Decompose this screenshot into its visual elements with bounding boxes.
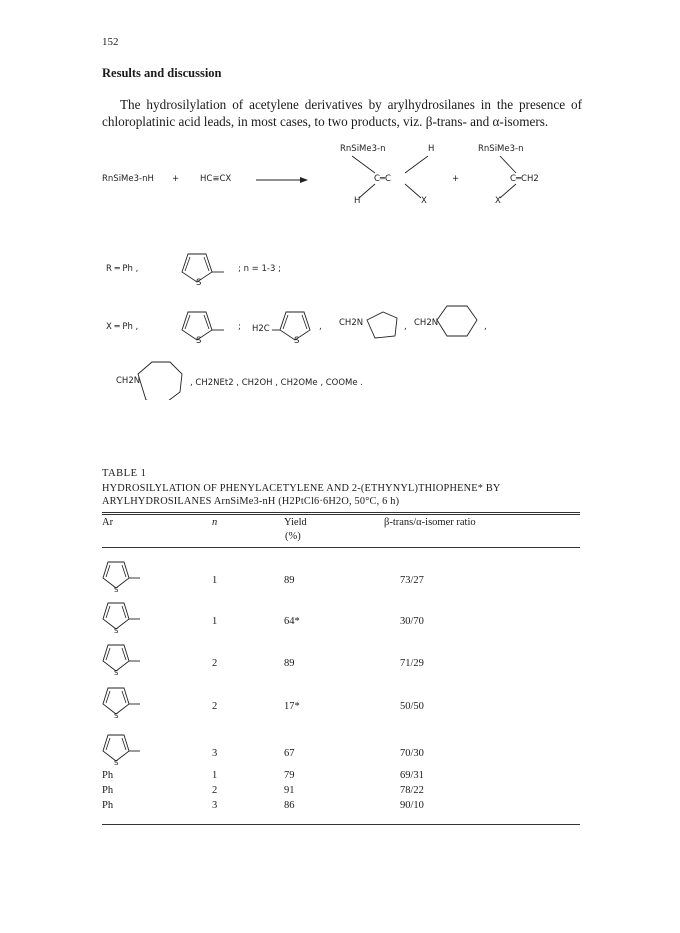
intro-paragraph: The hydrosilylation of acetylene derivatives by arylhydrosilanes in the presence of chloroplatinic acid leads, in most cases, to two products, viz. β-trans- and α-isomers. [102,97,582,129]
cell-ratio: 50/50 [400,701,424,712]
cell-n: 2 [212,658,218,669]
pyrrolidine-ring [367,312,397,338]
cell-ar: Ph [102,770,114,781]
cell-yield: 91 [284,785,295,796]
thiophene-ring-x1 [182,312,224,340]
x-definition-tail: , CH2NEt2 , CH2OH , CH2OMe , COOMe . [190,378,364,388]
scheme-plus-1: + [172,174,180,184]
table-label: TABLE 1 [102,468,147,479]
x-sep-4: , [484,322,487,332]
cell-ratio: 70/30 [400,748,424,759]
svg-text:S: S [114,627,119,634]
thiophene-structure [102,644,142,676]
cell-ratio: 73/27 [400,575,424,586]
piperidine-ring [437,306,477,336]
thiophene-structure [102,734,142,766]
col-header-yield-unit: (%) [285,531,301,542]
cell-yield: 67 [284,748,295,759]
x-sep-2: , [319,322,322,332]
product1-silyl: RnSiMe3-n [340,144,386,154]
thiophene-structure [102,602,142,634]
cell-ar: Ph [102,785,114,796]
r-definition-tail: ; n = 1-3 ; [238,264,281,274]
svg-text:S: S [114,759,119,766]
thiophene-structure [102,561,142,593]
page-number: 152 [102,36,119,48]
arrow-head [300,177,308,183]
cell-yield: 79 [284,770,295,781]
table-header-rule [102,547,580,548]
azepane-ring [138,362,182,400]
product1-double-bond: C═C [374,174,391,184]
table-top-rule [102,512,580,513]
cell-ratio: 71/29 [400,658,424,669]
h2c-group: H2C [252,324,270,334]
thiophene-ring-x2 [272,312,310,340]
thiophene-structure [102,687,142,719]
x-thiophene-s: S [196,336,202,346]
r-thiophene-s: S [196,278,202,288]
cell-ratio: 90/10 [400,800,424,811]
product1-h-bottom: H [354,196,361,206]
cell-yield: 89 [284,658,295,669]
reactant-alkyne: HC≡CX [200,174,232,184]
cell-ratio: 69/31 [400,770,424,781]
cell-n: 2 [212,785,218,796]
table-caption: HYDROSILYLATION OF PHENYLACETYLENE AND 2-(ETHYNYL)THIOPHENE* BY ARYLHYDROSILANES ArnSiMe3-nH (H2PtCl6·6H2O, 50°C, 6 h) [102,483,501,507]
x-sep-3: , [404,322,407,332]
cell-ar: Ph [102,800,114,811]
r-definition: R ═ Ph , [106,264,139,274]
product2-vinyl: C═CH2 [510,174,539,184]
svg-text:S: S [114,669,119,676]
table-top-rule-2 [102,514,580,515]
cell-n: 1 [212,575,218,586]
cell-ratio: 78/22 [400,785,424,796]
col-header-ratio: β-trans/α-isomer ratio [384,517,476,528]
cell-yield: 17* [284,701,300,712]
pyrrolidine-ch2n: CH2N [339,318,364,328]
product2-silyl: RnSiMe3-n [478,144,524,154]
cell-n: 3 [212,800,218,811]
cell-n: 1 [212,616,218,627]
svg-text:S: S [114,712,119,719]
col-header-ar: Ar [102,517,114,528]
product1-h-top: H [428,144,435,154]
svg-text:S: S [114,586,119,593]
cell-yield: 89 [284,575,295,586]
product2-x: X [495,196,501,206]
x-definition: X ═ Ph , [106,322,139,332]
cell-yield: 64* [284,616,300,627]
x2-thiophene-s: S [294,336,300,346]
col-header-yield: Yield [284,517,307,528]
reaction-scheme [0,0,680,400]
piperidine-ch2n: CH2N [414,318,439,328]
cell-n: 1 [212,770,218,781]
thiophene-ring-r [182,254,224,282]
reactant-silane: RnSiMe3-nH [102,174,154,184]
azepane-ch2n: CH2N [116,376,141,386]
table-bottom-rule [102,824,580,825]
cell-yield: 86 [284,800,295,811]
product1-x: X [421,196,427,206]
cell-n: 3 [212,748,218,759]
section-heading: Results and discussion [102,66,222,80]
cell-ratio: 30/70 [400,616,424,627]
x-sep-1: ; [238,322,241,332]
scheme-plus-2: + [452,174,460,184]
cell-n: 2 [212,701,218,712]
col-header-n: n [212,517,218,528]
